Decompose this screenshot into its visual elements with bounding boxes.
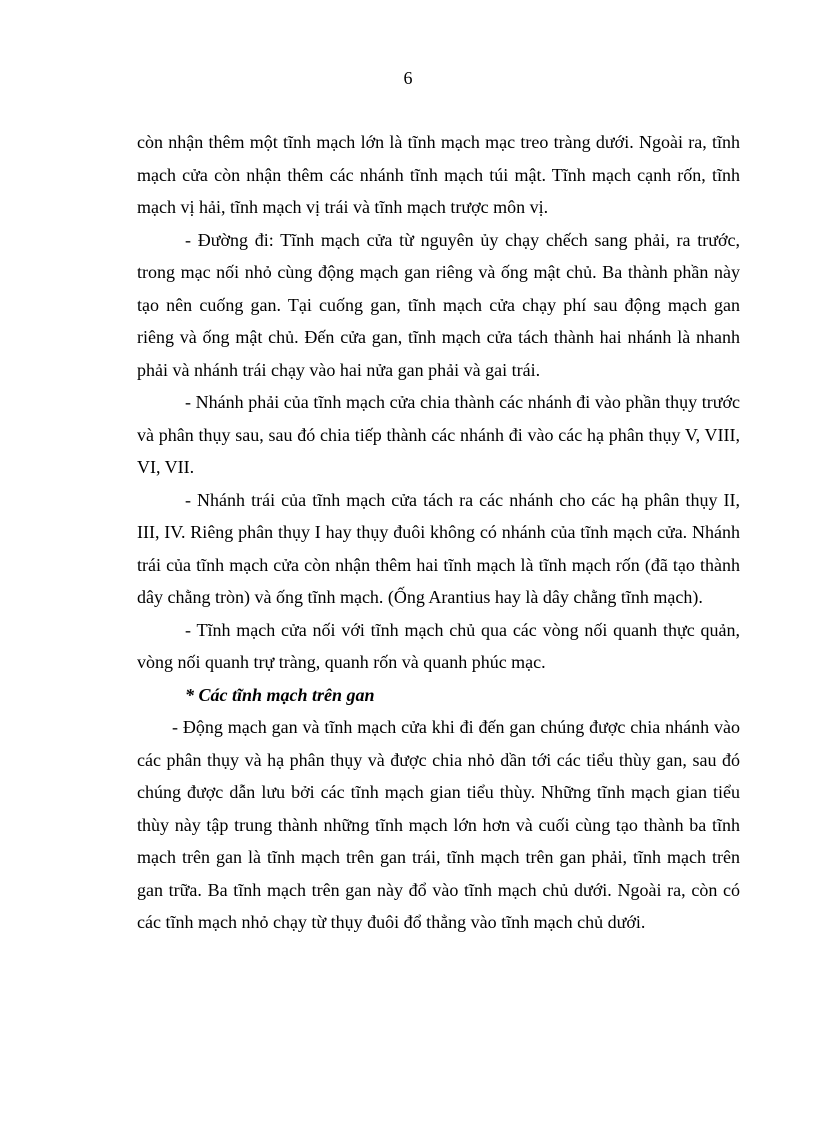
page-number: 6 [403, 68, 413, 88]
section-heading: * Các tĩnh mạch trên gan [185, 684, 375, 705]
paragraph-portal-vein-tributaries: còn nhận thêm một tĩnh mạch lớn là tĩnh mạch mạc treo tràng dưới. Ngoài ra, tĩnh mạch cửa còn nhận thêm các nhánh tĩnh mạch túi mật. Tĩnh mạch cạnh rốn, tĩnh mạch vị hải, tĩnh mạch vị trái và tĩnh mạch trược môn vị. [137, 132, 740, 217]
paragraph-hepatic-veins: - Động mạch gan và tĩnh mạch cửa khi đi đến gan chúng được chia nhánh vào các phân thụy và hạ phân thụy và được chia nhỏ dần tới các tiểu thùy gan, sau đó chúng được dẫn lưu bởi các tĩnh mạch gian tiểu thùy. Những tĩnh mạch gian tiểu thùy này tập trung thành những tĩnh mạch lớn hơn và cuối cùng tạo thành ba tĩnh mạch trên gan là tĩnh mạch trên gan trái, tĩnh mạch trên gan phải, tĩnh mạch trên gan trữa. Ba tĩnh mạch trên gan này đổ vào tĩnh mạch chủ dưới. Ngoài ra, còn có các tĩnh mạch nhỏ chạy từ thụy đuôi đổ thẳng vào tĩnh mạch chủ dưới. [137, 717, 740, 932]
paragraph-course: - Đường đi: Tĩnh mạch cửa từ nguyên ủy chạy chếch sang phải, ra trước, trong mạc nối nhỏ cùng động mạch gan riêng và ống mật chủ. Ba thành phần này tạo nên cuống gan. Tại cuống gan, tĩnh mạch cửa chạy phí sau động mạch gan riêng và ống mật chủ. Đến cửa gan, tĩnh mạch cửa tách thành hai nhánh là nhanh phải và nhánh trái chạy vào hai nửa gan phải và gai trái. [137, 229, 740, 380]
paragraph-anastomoses: - Tĩnh mạch cửa nối với tĩnh mạch chủ qua các vòng nối quanh thực quản, vòng nối quanh trự tràng, quanh rốn và quanh phúc mạc. [137, 619, 740, 672]
document-body [137, 126, 740, 939]
paragraph-left-branch: - Nhánh trái của tĩnh mạch cửa tách ra các nhánh cho các hạ phân thụy II, III, IV. Riêng phân thụy I hay thụy đuôi không có nhánh của tĩnh mạch cửa. Nhánh trái của tĩnh mạch cửa còn nhận thêm hai tĩnh mạch là tĩnh mạch rốn (đã tạo thành dây chằng tròn) và ống tĩnh mạch. (Ống Arantius hay là dây chằng tĩnh mạch). [137, 489, 740, 607]
paragraph-right-branch: - Nhánh phải của tĩnh mạch cửa chia thành các nhánh đi vào phần thụy trước và phân thụy sau, sau đó chia tiếp thành các nhánh đi vào các hạ phân thụy V, VIII, VI, VII. [137, 392, 740, 477]
